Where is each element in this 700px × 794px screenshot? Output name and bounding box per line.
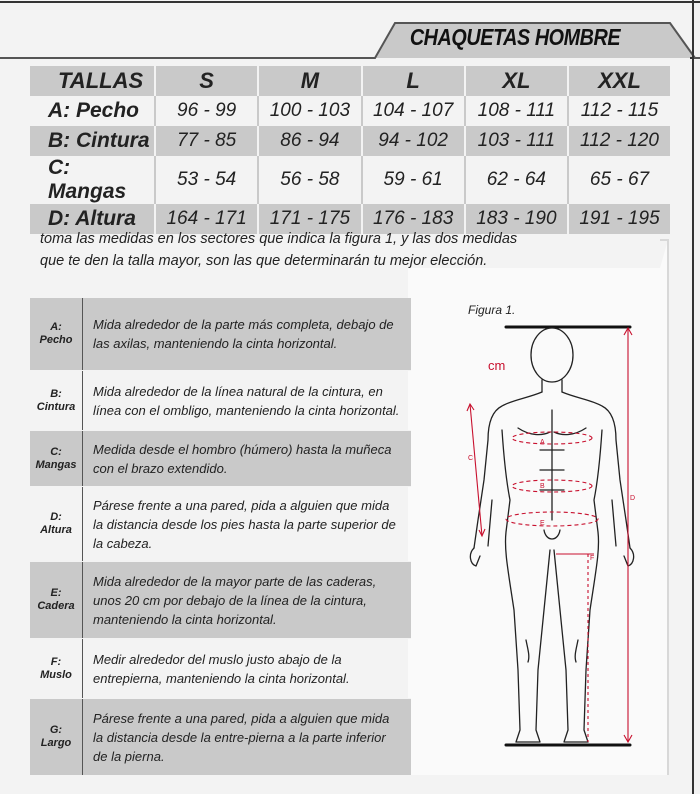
measure-letter: G: — [49, 724, 63, 736]
measure-row-cintura — [30, 371, 411, 431]
table-cell: 191 - 195 — [568, 204, 670, 234]
table-cell: 183 - 190 — [465, 204, 568, 234]
marker-b: B — [540, 483, 545, 490]
marker-f: F — [590, 555, 595, 562]
body-outline-icon — [470, 327, 636, 745]
measure-letter: E: — [50, 587, 62, 599]
measure-key — [30, 587, 82, 613]
row-label: D: Altura — [30, 204, 155, 234]
size-row-cintura — [30, 126, 670, 156]
measure-letter: C: — [50, 445, 62, 458]
measure-description: Párese frente a una pared, pida a alguien que mida la distancia desde la entre-pierna a la parte inferior de la pierna. — [82, 699, 411, 775]
note-line: toma las medidas en los sectores que indica la figura 1, y las dos medidas — [40, 231, 518, 247]
table-cell: 112 - 115 — [568, 96, 670, 126]
measure-description: Mida alrededor de la línea natural de la cintura, en línea con el ombligo, manteniendo la cinta horizontal. — [82, 371, 411, 430]
measure-letter: B: — [50, 387, 62, 400]
measure-letter: F: — [50, 655, 62, 668]
marker-e: E — [540, 520, 545, 527]
measure-row-largo — [30, 699, 411, 776]
table-cell: 59 - 61 — [362, 156, 465, 204]
size-row-mangas — [30, 156, 670, 204]
measure-name: Cintura — [36, 400, 76, 413]
measure-key — [30, 446, 82, 472]
table-cell: 86 - 94 — [258, 126, 361, 156]
measure-row-muslo — [30, 639, 411, 699]
measure-key — [30, 388, 82, 414]
measure-letter: D: — [50, 511, 62, 523]
marker-c: C — [468, 455, 474, 462]
row-label: C: Mangas — [48, 156, 127, 203]
table-cell: 112 - 120 — [568, 126, 670, 156]
note-line: que te den la talla mayor, son las que determinarán tu mejor elección. — [40, 253, 488, 269]
measure-key — [30, 511, 82, 537]
measure-name: Largo — [40, 737, 72, 749]
measure-letter: A: — [50, 321, 62, 333]
size-header-s: S — [155, 66, 258, 96]
table-cell: 104 - 107 — [362, 96, 465, 126]
measure-name: Pecho — [39, 334, 73, 346]
size-table — [30, 66, 670, 234]
table-cell: 56 - 58 — [258, 156, 361, 204]
measure-guide — [30, 298, 411, 776]
table-cell: 176 - 183 — [362, 204, 465, 234]
table-cell: 62 - 64 — [465, 156, 568, 204]
table-cell: 94 - 102 — [362, 126, 465, 156]
table-cell: 100 - 103 — [258, 96, 361, 126]
measuring-note — [40, 228, 600, 272]
measure-name: Mangas — [35, 458, 77, 471]
measure-description: Mida alrededor de la mayor parte de las caderas, unos 20 cm por debajo de la línea de la cintura, manteniendo la cinta horizontal. — [82, 562, 411, 638]
table-cell: 103 - 111 — [465, 126, 568, 156]
marker-d: D — [630, 495, 636, 502]
size-header-m: M — [258, 66, 361, 96]
measurement-lines — [467, 328, 632, 742]
measure-row-cadera — [30, 562, 411, 639]
measure-name: Muslo — [40, 668, 72, 681]
measure-name: Cadera — [37, 600, 75, 612]
table-cell: 65 - 67 — [568, 156, 670, 204]
measure-key — [30, 656, 82, 682]
measure-row-pecho — [30, 298, 411, 371]
size-header-l: L — [362, 66, 465, 96]
table-cell: 171 - 175 — [258, 204, 361, 234]
measure-row-altura — [30, 487, 411, 562]
size-row-pecho — [30, 96, 670, 126]
size-header-xl: XL — [465, 66, 568, 96]
measure-row-mangas — [30, 431, 411, 487]
marker-a: A — [540, 439, 545, 446]
measure-description: Medida desde el hombro (húmero) hasta la muñeca con el brazo extendido. — [82, 431, 411, 486]
page-title: CHAQUETAS HOMBRE — [409, 24, 621, 50]
measure-description: Medir alrededor del muslo justo abajo de la entrepierna, manteniendo la cinta horizontal. — [82, 639, 411, 698]
figure-caption: Figura 1. — [468, 303, 516, 317]
measure-description: Mida alrededor de la parte más completa, debajo de las axilas, manteniendo la cinta horizontal. — [82, 298, 411, 370]
measure-key — [30, 724, 82, 750]
table-cell: 53 - 54 — [155, 156, 258, 204]
measure-key — [30, 321, 82, 347]
body-figure — [430, 310, 670, 780]
measure-description: Párese frente a una pared, pida a alguien que mida la distancia desde los pies hasta la parte superior de la cabeza. — [82, 487, 411, 561]
table-cell: 77 - 85 — [155, 126, 258, 156]
table-cell: 164 - 171 — [155, 204, 258, 234]
size-header-label: TALLAS — [30, 66, 155, 96]
table-cell: 96 - 99 — [155, 96, 258, 126]
measure-name: Altura — [40, 524, 72, 536]
row-label: A: Pecho — [48, 99, 140, 122]
table-cell: 108 - 111 — [465, 96, 568, 126]
row-label: B: Cintura — [30, 126, 155, 156]
size-header-xxl: XXL — [568, 66, 670, 96]
unit-label: cm — [488, 358, 506, 373]
